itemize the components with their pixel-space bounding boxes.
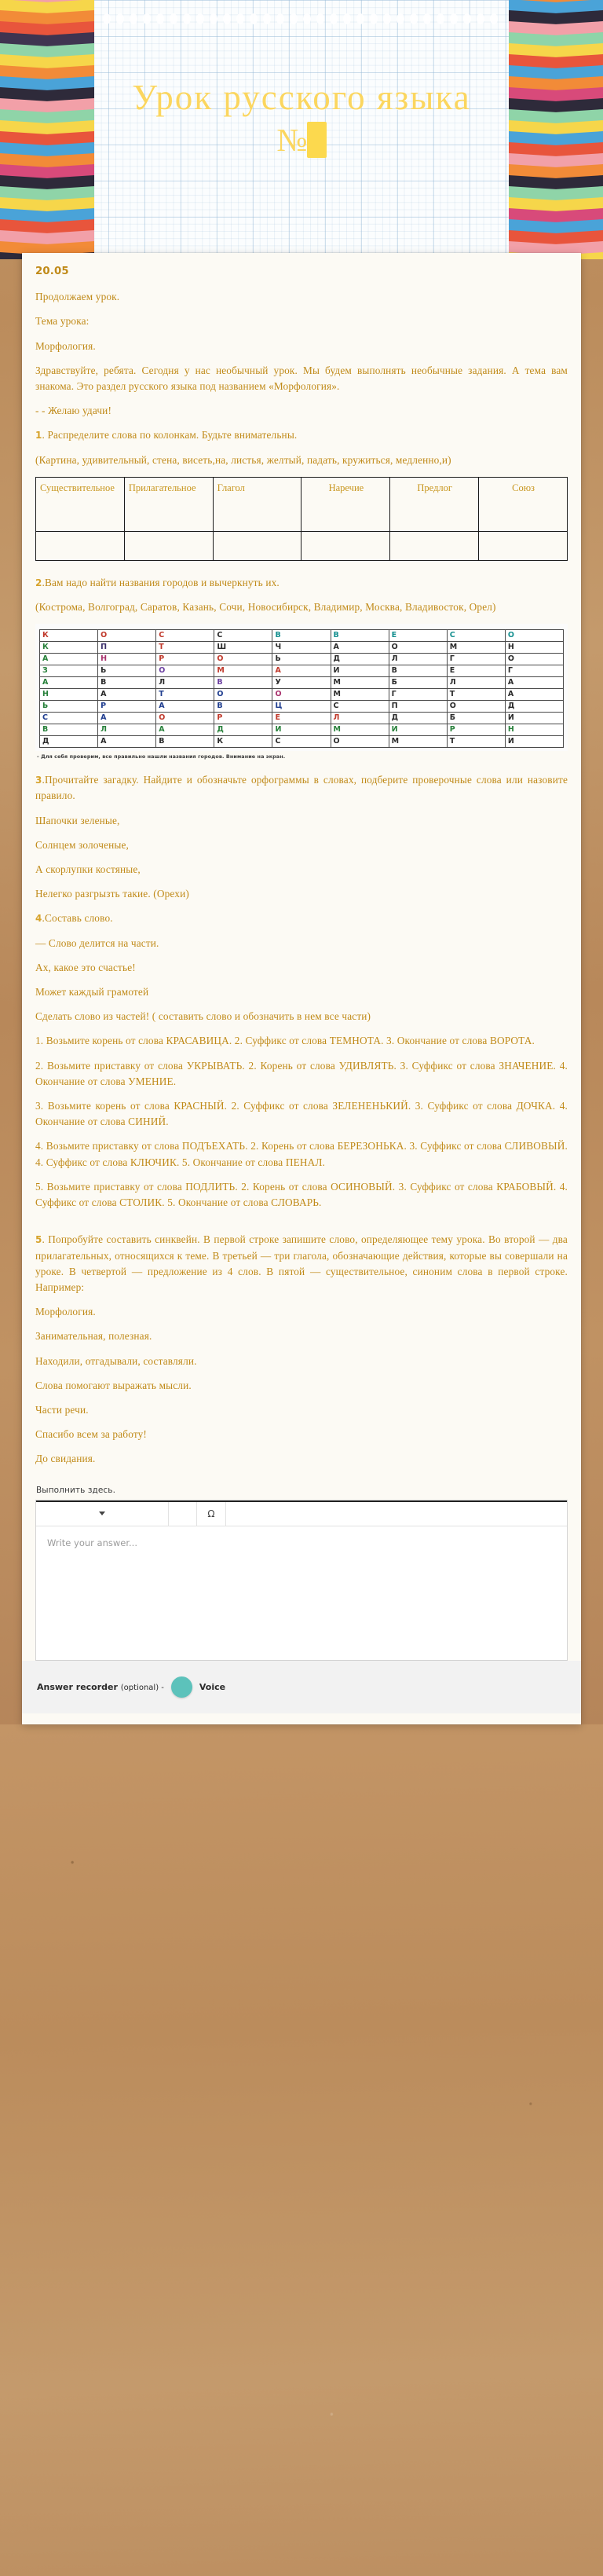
- word-search-cell[interactable]: О: [156, 665, 214, 677]
- word-search-cell[interactable]: И: [505, 736, 563, 748]
- word-search-row: [40, 713, 564, 724]
- word-search-cell[interactable]: Л: [447, 677, 505, 689]
- word-search-cell[interactable]: С: [331, 701, 389, 713]
- word-search-cell[interactable]: Ь: [272, 654, 331, 665]
- word-search-cell[interactable]: С: [156, 630, 214, 642]
- word-search-cell[interactable]: М: [214, 665, 272, 677]
- task3-number: 3: [35, 775, 42, 786]
- word-search-cell[interactable]: Д: [505, 701, 563, 713]
- task4-item-1: 1. Возьмите корень от слова КРАСАВИЦА. 2. Суффикс от слова ТЕМНОТА. 3. Окончание от слова ВОРОТА.: [35, 1035, 535, 1047]
- word-search-cell[interactable]: С: [447, 630, 505, 642]
- parts-of-speech-table: [35, 477, 568, 561]
- word-search-container: [35, 624, 568, 751]
- task4-item-4: 4. Возьмите приставку от слова ПОДЪЕХАТЬ. 2. Корень от слова БЕРЕЗОНЬКА. 3. Суффикс от слова СЛИВОВЫЙ. 4. Суффикс от слова КЛЮЧИК. 5. Окончание от слова ПЕНАЛ.: [35, 1140, 568, 1168]
- word-search-cell[interactable]: В: [40, 724, 98, 736]
- word-search-cell[interactable]: О: [331, 736, 389, 748]
- word-search-cell[interactable]: Н: [505, 642, 563, 654]
- word-search-row: [40, 677, 564, 689]
- word-search-cell[interactable]: И: [272, 724, 331, 736]
- riddle-line-4: Нелегко разгрызть такие. (Орехи): [35, 888, 189, 900]
- record-button[interactable]: [171, 1676, 192, 1698]
- task4-line-4: Сделать слово из частей! ( составить слово и обозначить в нем все части): [35, 1010, 371, 1023]
- word-search-cell[interactable]: В: [389, 665, 447, 677]
- cinquain-line-3: Находили, отгадывали, составляли.: [35, 1354, 197, 1367]
- word-search-cell[interactable]: Е: [447, 665, 505, 677]
- word-search-cell[interactable]: О: [505, 654, 563, 665]
- toolbar-group-rest[interactable]: [226, 1502, 567, 1526]
- cell-conjunction[interactable]: [479, 531, 568, 560]
- word-search-cell[interactable]: А: [505, 677, 563, 689]
- closing-goodbye: До свидания.: [35, 1453, 96, 1465]
- word-search-cell[interactable]: О: [156, 713, 214, 724]
- word-search-cell[interactable]: Л: [331, 713, 389, 724]
- word-search-cell[interactable]: О: [272, 689, 331, 701]
- task3-instruction-text: .Прочитайте загадку. Найдите и обозначьте орфограммы в словах, подберите проверочные слова или назовите правило.: [35, 774, 568, 802]
- word-search-cell[interactable]: В: [214, 701, 272, 713]
- word-search-cell[interactable]: И: [331, 665, 389, 677]
- number-sign: №: [276, 121, 308, 158]
- riddle-line-1: Шапочки зеленые,: [35, 814, 120, 826]
- task4-instruction: [35, 911, 568, 926]
- task5-number: 5: [35, 1234, 42, 1246]
- word-search-row: [40, 736, 564, 748]
- task5-instruction: [35, 1232, 568, 1295]
- word-search-cell[interactable]: А: [156, 701, 214, 713]
- word-search-row: [40, 654, 564, 665]
- table-answer-row: [36, 531, 568, 560]
- word-search-note: - Для себя проверим, все правильно нашли названия городов. Внимание на экран.: [37, 753, 286, 760]
- word-search-cell[interactable]: А: [98, 713, 156, 724]
- task2-instruction-text: .Вам надо найти названия городов и вычеркнуть их.: [42, 576, 280, 588]
- lesson-number-value: 3: [309, 121, 325, 158]
- word-search-cell[interactable]: Л: [156, 677, 214, 689]
- word-search-cell[interactable]: М: [331, 689, 389, 701]
- task3-instruction: [35, 772, 568, 804]
- word-search-cell[interactable]: О: [98, 630, 156, 642]
- omega-icon: Ω: [207, 1508, 215, 1519]
- word-search-cell[interactable]: О: [214, 654, 272, 665]
- word-search-row: [40, 642, 564, 654]
- table-header-row: [36, 477, 568, 531]
- task4-instruction-text: .Составь слово.: [42, 912, 113, 925]
- word-search-cell[interactable]: Д: [40, 736, 98, 748]
- cell-adverb[interactable]: [302, 531, 390, 560]
- word-search-cell[interactable]: Г: [447, 654, 505, 665]
- column-verb[interactable]: Глагол: [213, 477, 302, 531]
- word-search-cell[interactable]: В: [214, 677, 272, 689]
- task1-words: (Картина, удивительный, стена, висеть,на, листья, желтый, падать, кружиться, медленно,и): [35, 453, 451, 466]
- word-search-cell[interactable]: Ь: [98, 665, 156, 677]
- word-search-cell[interactable]: М: [331, 724, 389, 736]
- cell-noun[interactable]: [36, 531, 125, 560]
- column-adverb[interactable]: Наречие: [302, 477, 390, 531]
- word-search-cell[interactable]: И: [505, 713, 563, 724]
- answer-recorder-row: [22, 1661, 581, 1713]
- word-search-cell[interactable]: О: [505, 630, 563, 642]
- word-search-cell[interactable]: Л: [98, 724, 156, 736]
- word-search-cell[interactable]: Е: [389, 630, 447, 642]
- word-search-row: [40, 724, 564, 736]
- cell-adjective[interactable]: [124, 531, 213, 560]
- word-search-cell[interactable]: Н: [505, 724, 563, 736]
- task4-item-3: 3. Возьмите корень от слова КРАСНЫЙ. 2. Суффикс от слова ЗЕЛЕНЕНЬКИЙ. 3. Суффикс от слова ДОЧКА. 4. Окончание от слова СИНИЙ.: [35, 1100, 568, 1128]
- task5-instruction-text: . Попробуйте составить синквейн. В первой строке запишите слово, определяющее тему урока. Во второй — два прилагательных, относящихся к теме. В третьей — три глагола, обозначающие действия, которые вы совершали на уроке. В четвертой — предложение из 4 слов. В пятой — существительное, синоним слова в первой строке. Например:: [35, 1233, 568, 1293]
- cinquain-line-1: Морфология.: [35, 1306, 96, 1318]
- word-search-cell[interactable]: И: [389, 724, 447, 736]
- word-search-cell[interactable]: П: [389, 701, 447, 713]
- good-luck-line: - - Желаю удачи!: [35, 405, 112, 417]
- voice-label: Voice: [199, 1681, 226, 1692]
- lesson-number: [0, 123, 603, 158]
- banner-title-block: [0, 75, 603, 158]
- word-search-cell[interactable]: А: [98, 736, 156, 748]
- word-search-cell[interactable]: Р: [156, 654, 214, 665]
- task4-line-1: — Слово делится на части.: [35, 936, 159, 949]
- column-noun[interactable]: Существительное: [36, 477, 125, 531]
- word-search-row: [40, 630, 564, 642]
- word-search-cell[interactable]: Ь: [40, 701, 98, 713]
- cinquain-line-4: Слова помогают выражать мысли.: [35, 1379, 192, 1391]
- punch-holes-decoration: [102, 13, 501, 25]
- word-search-cell[interactable]: П: [98, 642, 156, 654]
- word-search-cell[interactable]: Т: [447, 689, 505, 701]
- greeting-paragraph: Здравствуйте, ребята. Сегодня у нас необычный урок. Мы будем выполнять необычные задания. А тема вам знакома. Это раздел русского языка под названием «Морфология».: [35, 364, 568, 393]
- recorder-label-text: Answer recorder: [37, 1681, 118, 1692]
- word-search-cell[interactable]: О: [447, 701, 505, 713]
- word-search-cell[interactable]: Р: [98, 701, 156, 713]
- task1-number: 1: [35, 430, 42, 442]
- task2-instruction: [35, 575, 568, 591]
- word-search-cell[interactable]: Д: [331, 654, 389, 665]
- font-select[interactable]: [36, 1502, 169, 1526]
- recorder-label: [37, 1682, 164, 1692]
- cinquain-line-2: Занимательная, полезная.: [35, 1330, 152, 1343]
- word-search-cell[interactable]: С: [40, 713, 98, 724]
- task2-cities: (Кострома, Волгоград, Саратов, Казань, Сочи, Новосибирск, Владимир, Москва, Владивосток, Орел): [35, 601, 496, 614]
- word-search-cell[interactable]: Д: [214, 724, 272, 736]
- word-search-cell[interactable]: Ш: [214, 642, 272, 654]
- word-search-cell[interactable]: Е: [272, 713, 331, 724]
- answer-zone: [35, 1482, 568, 1713]
- word-search-cell[interactable]: Г: [389, 689, 447, 701]
- word-search-cell[interactable]: Г: [505, 665, 563, 677]
- word-search-cell[interactable]: А: [40, 677, 98, 689]
- word-search-cell[interactable]: М: [331, 677, 389, 689]
- word-search-cell[interactable]: В: [156, 736, 214, 748]
- word-search-cell[interactable]: В: [98, 677, 156, 689]
- task4-item-2: 2. Возьмите приставку от слова УКРЫВАТЬ. 2. Корень от слова УДИВЛЯТЬ. 3. Суффикс от слова ЗНАЧЕНИЕ. 4. Окончание от слова УМЕНИЕ.: [35, 1059, 568, 1087]
- word-search-cell[interactable]: Н: [98, 654, 156, 665]
- task1-instruction-text: . Распределите слова по колонкам. Будьте внимательны.: [42, 429, 298, 442]
- task1-instruction: [35, 427, 568, 443]
- recorder-optional-text: (optional) -: [120, 1683, 164, 1692]
- word-search-cell[interactable]: А: [505, 689, 563, 701]
- word-search-cell[interactable]: А: [40, 654, 98, 665]
- word-search-row: [40, 701, 564, 713]
- answer-editor: [35, 1500, 568, 1661]
- word-search-cell[interactable]: О: [389, 642, 447, 654]
- word-search-cell[interactable]: С: [272, 736, 331, 748]
- word-search-cell[interactable]: А: [98, 689, 156, 701]
- task4-line-3: Может каждый грамотей: [35, 986, 149, 999]
- word-search-cell[interactable]: В: [331, 630, 389, 642]
- word-search-row: [40, 665, 564, 677]
- word-search-cell[interactable]: К: [40, 642, 98, 654]
- word-search-cell[interactable]: Т: [156, 642, 214, 654]
- word-search-cell[interactable]: В: [272, 630, 331, 642]
- column-conjunction[interactable]: Союз: [479, 477, 568, 531]
- word-search-cell[interactable]: К: [40, 630, 98, 642]
- word-search-cell[interactable]: У: [272, 677, 331, 689]
- word-search-cell[interactable]: М: [389, 736, 447, 748]
- word-search-cell[interactable]: Д: [389, 713, 447, 724]
- word-search-cell[interactable]: Б: [447, 713, 505, 724]
- word-search-cell[interactable]: К: [214, 736, 272, 748]
- cell-verb[interactable]: [213, 531, 302, 560]
- word-search-grid[interactable]: [39, 629, 564, 748]
- special-character-button[interactable]: [197, 1502, 226, 1526]
- task2-number: 2: [35, 577, 42, 588]
- column-preposition[interactable]: Предлог: [390, 477, 479, 531]
- word-search-cell[interactable]: Р: [214, 713, 272, 724]
- column-adjective[interactable]: Прилагательное: [124, 477, 213, 531]
- answer-placeholder: Write your answer...: [47, 1537, 137, 1548]
- lesson-date: 20.05: [35, 266, 69, 277]
- task4-number: 4: [35, 913, 42, 925]
- line-continue: Продолжаем урок.: [35, 291, 120, 303]
- cinquain-line-5: Части речи.: [35, 1403, 89, 1416]
- word-search-cell[interactable]: А: [156, 724, 214, 736]
- toolbar-group-2[interactable]: [169, 1502, 197, 1526]
- task4-item-5: 5. Возьмите приставку от слова ПОДЛИТЬ. 2. Корень от слова ОСИНОВЫЙ. 3. Суффикс от слова КРАБОВЫЙ. 4. Суффикс от слова СТОЛИК. 5. Окончание от слова СЛОВАРЬ.: [35, 1180, 568, 1209]
- word-search-cell[interactable]: М: [447, 642, 505, 654]
- word-search-cell[interactable]: Б: [389, 677, 447, 689]
- chevron-down-icon: [99, 1512, 105, 1515]
- word-search-cell[interactable]: Р: [447, 724, 505, 736]
- riddle-line-2: Солнцем золоченые,: [35, 838, 130, 851]
- editor-toolbar: [36, 1501, 567, 1526]
- word-search-cell[interactable]: Ч: [272, 642, 331, 654]
- word-search-cell[interactable]: Т: [156, 689, 214, 701]
- topic-label: Тема урока:: [35, 315, 90, 328]
- word-search-cell[interactable]: З: [40, 665, 98, 677]
- riddle-line-3: А скорлупки костяные,: [35, 863, 141, 876]
- word-search-cell[interactable]: Ц: [272, 701, 331, 713]
- word-search-cell[interactable]: Л: [389, 654, 447, 665]
- lesson-banner: [0, 0, 603, 259]
- page-title: Урок русского языка: [132, 78, 471, 117]
- word-search-cell[interactable]: С: [214, 630, 272, 642]
- topic-value: Морфология.: [35, 339, 96, 352]
- cell-preposition[interactable]: [390, 531, 479, 560]
- answer-textarea[interactable]: [36, 1526, 567, 1660]
- closing-thanks: Спасибо всем за работу!: [35, 1428, 147, 1441]
- word-search-row: [40, 689, 564, 701]
- word-search-cell[interactable]: Н: [40, 689, 98, 701]
- word-search-cell[interactable]: О: [214, 689, 272, 701]
- task4-line-2: Ах, какое это счастье!: [35, 961, 136, 973]
- answer-area-label: Выполнить здесь.: [36, 1485, 116, 1495]
- word-search-cell[interactable]: А: [272, 665, 331, 677]
- word-search-cell[interactable]: Т: [447, 736, 505, 748]
- worksheet-sheet: [22, 253, 581, 1724]
- word-search-cell[interactable]: А: [331, 642, 389, 654]
